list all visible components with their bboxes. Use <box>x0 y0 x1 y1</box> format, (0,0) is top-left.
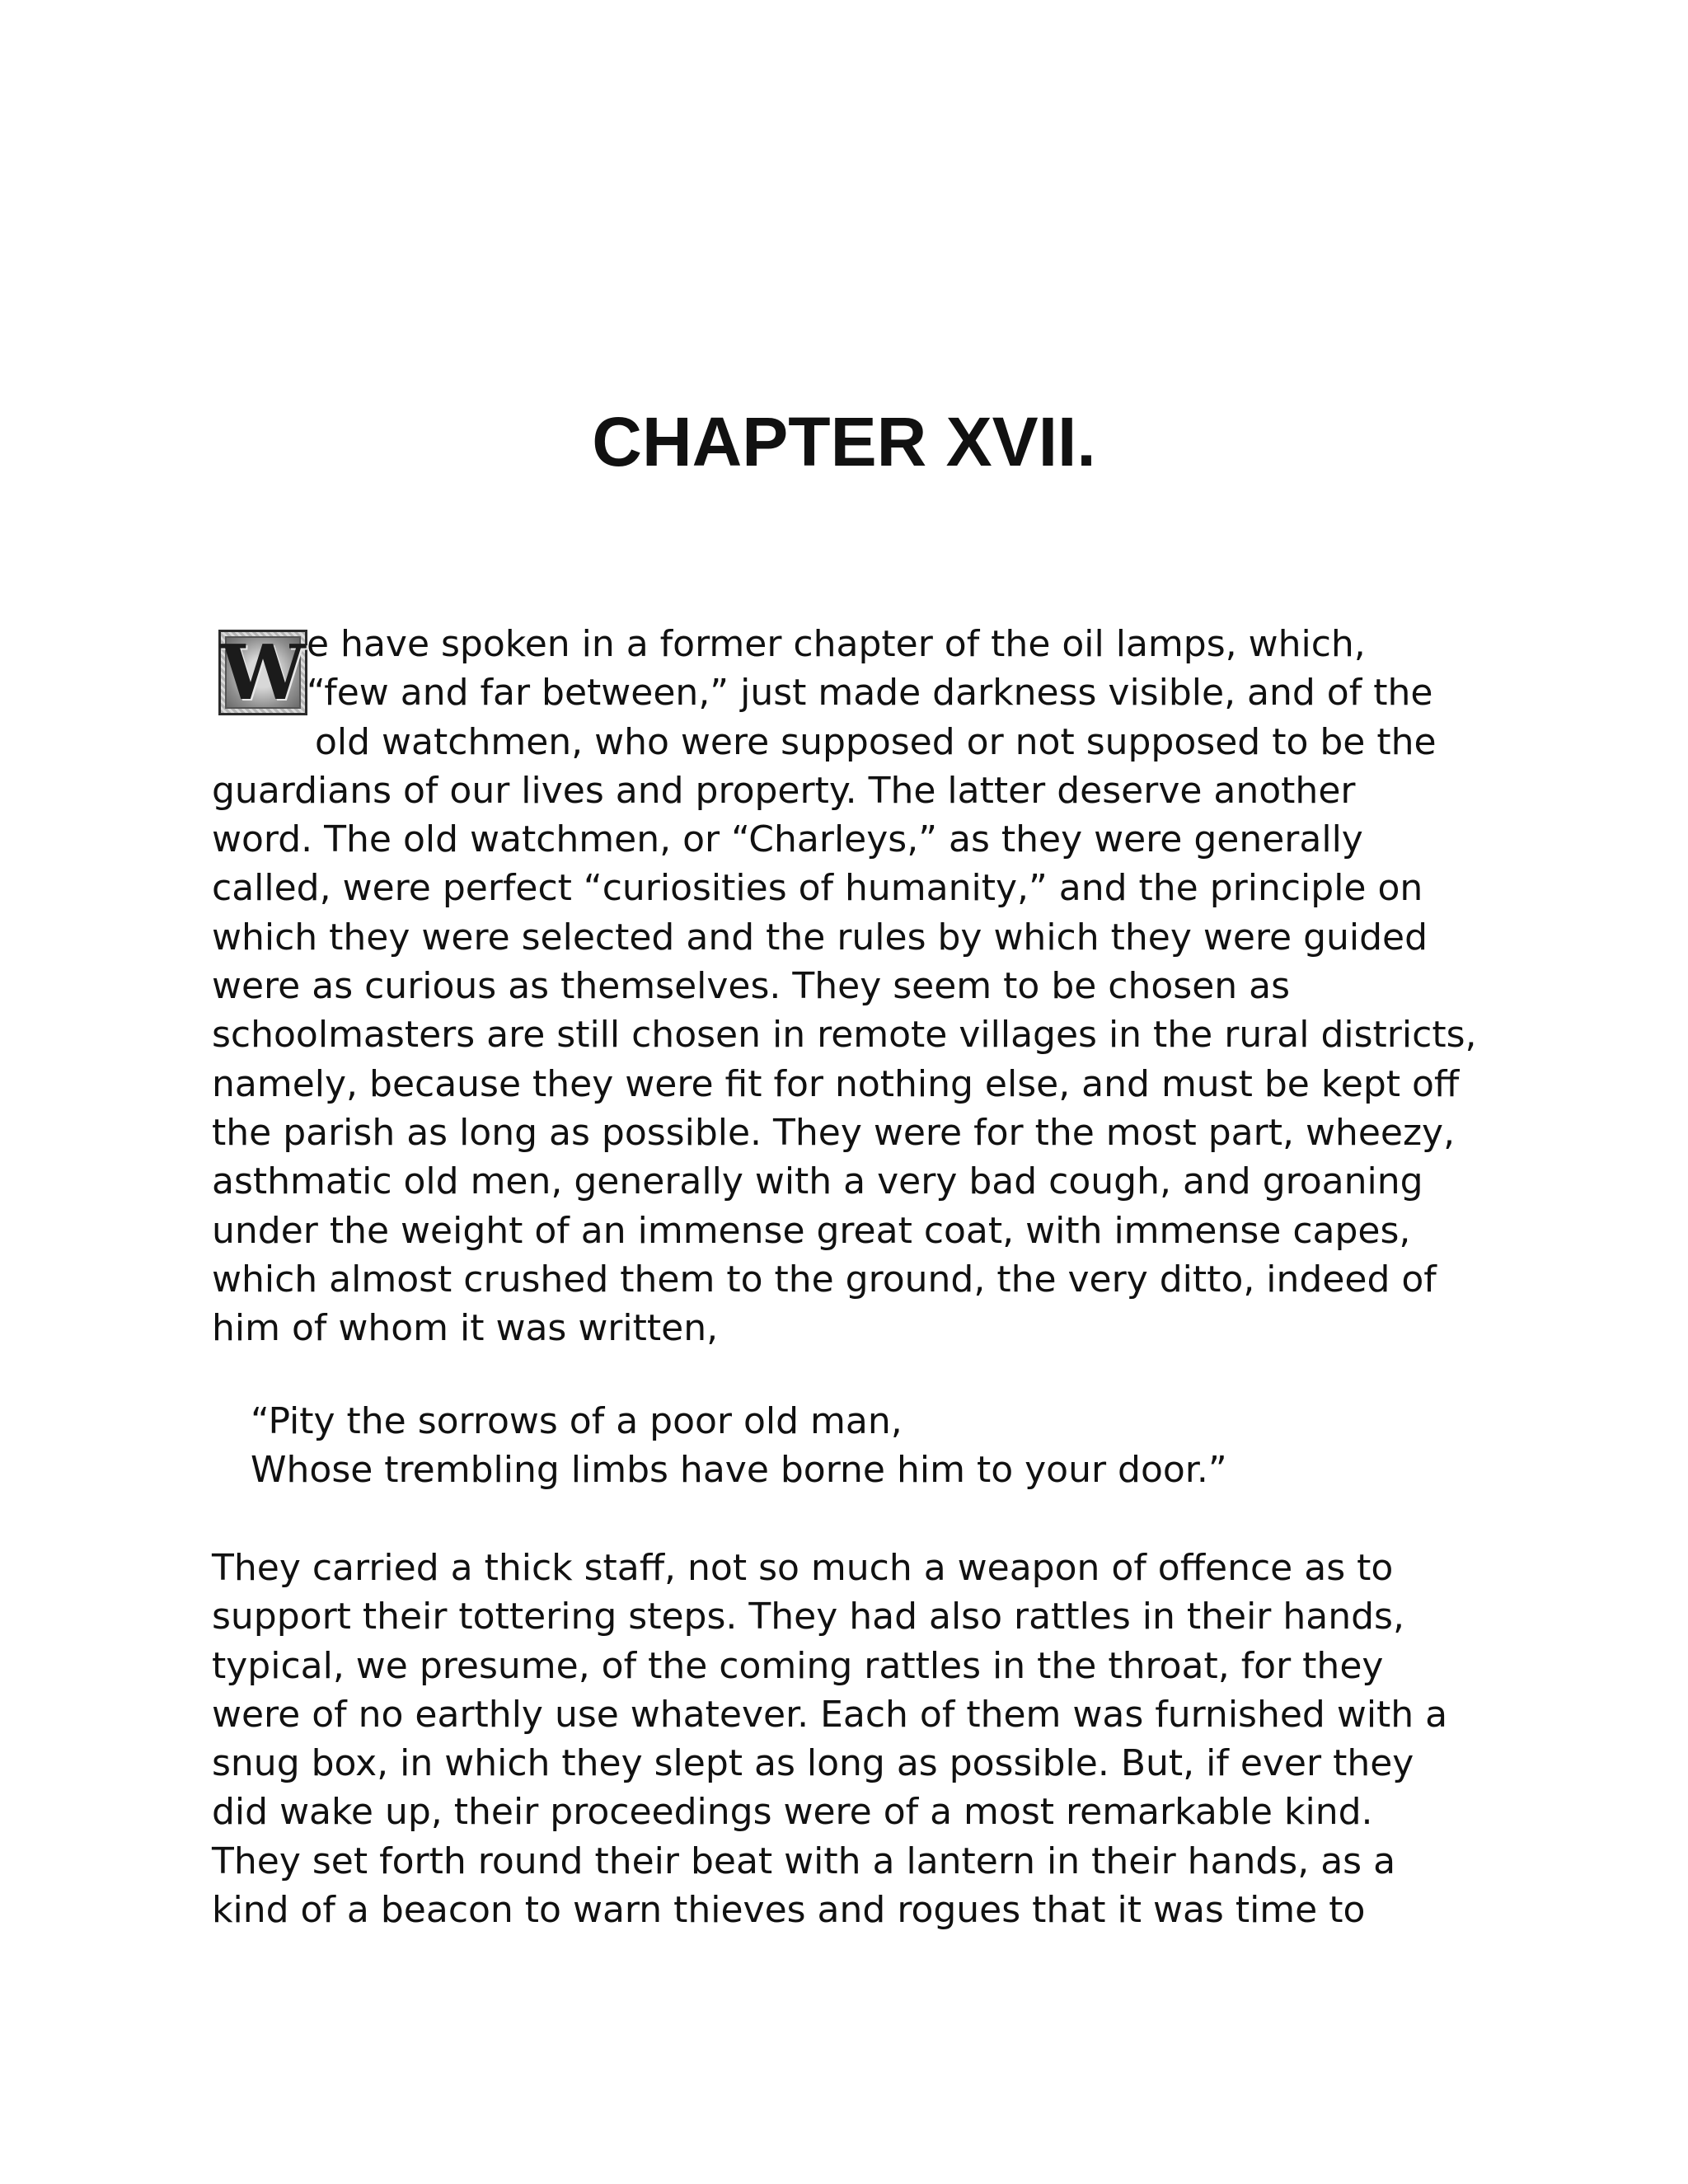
paragraph-2-line: They set forth round their beat with a lantern in their hands, as a <box>212 1840 1396 1882</box>
paragraph-1-line: schoolmasters are still chosen in remote villages in the rural districts, <box>212 1014 1477 1057</box>
paragraph-1-line: “few and far between,” just made darkness visible, and of the <box>307 672 1433 715</box>
paragraph-2-line: did wake up, their proceedings were of a most remarkable kind. <box>212 1791 1373 1834</box>
drop-cap-letter: W <box>220 628 306 717</box>
paragraph-1-line: e have spoken in a former chapter of the oil lamps, which, <box>307 623 1366 665</box>
verse-quote <box>251 1397 1536 1495</box>
paragraph-2 <box>212 1544 1498 1934</box>
paragraph-1-line: old watchmen, who were supposed or not supposed to be the <box>315 720 1437 763</box>
paragraph-1-line: which they were selected and the rules by which they were guided <box>212 916 1428 958</box>
paragraph-2-line: kind of a beacon to warn thieves and rogues that it was time to <box>212 1889 1366 1932</box>
verse-line: Whose trembling limbs have borne him to your door.” <box>251 1449 1227 1492</box>
paragraph-1-line: which almost crushed them to the ground, the very ditto, indeed of <box>212 1258 1437 1301</box>
paragraph-2-line: typical, we presume, of the coming rattles in the throat, for they <box>212 1644 1384 1687</box>
paragraph-1-line: guardians of our lives and property. The latter deserve another <box>212 769 1356 812</box>
paragraph-1-line: word. The old watchmen, or “Charleys,” as they were generally <box>212 818 1363 861</box>
paragraph-1-line: the parish as long as possible. They were for the most part, wheezy, <box>212 1111 1456 1154</box>
verse-line: “Pity the sorrows of a poor old man, <box>251 1400 903 1442</box>
paragraph-1-line: called, were perfect “curiosities of humanity,” and the principle on <box>212 867 1423 910</box>
paragraph-1-line: him of whom it was written, <box>212 1307 719 1350</box>
paragraph-1-line: were as curious as themselves. They seem to be chosen as <box>212 965 1291 1008</box>
paragraph-2-line: They carried a thick staff, not so much a weapon of offence as to <box>212 1547 1394 1589</box>
paragraph-1 <box>212 620 1498 1352</box>
paragraph-1-line: asthmatic old men, generally with a very bad cough, and groaning <box>212 1160 1423 1203</box>
paragraph-2-line: were of no earthly use whatever. Each of them was furnished with a <box>212 1693 1448 1736</box>
paragraph-2-line: support their tottering steps. They had also rattles in their hands, <box>212 1596 1404 1638</box>
paragraph-2-line: snug box, in which they slept as long as possible. But, if ever they <box>212 1742 1414 1785</box>
paragraph-1-line: namely, because they were fit for nothing else, and must be kept off <box>212 1062 1460 1105</box>
paragraph-1-line: under the weight of an immense great coat, with immense capes, <box>212 1209 1411 1252</box>
chapter-title: CHAPTER XVII. <box>592 403 1096 480</box>
